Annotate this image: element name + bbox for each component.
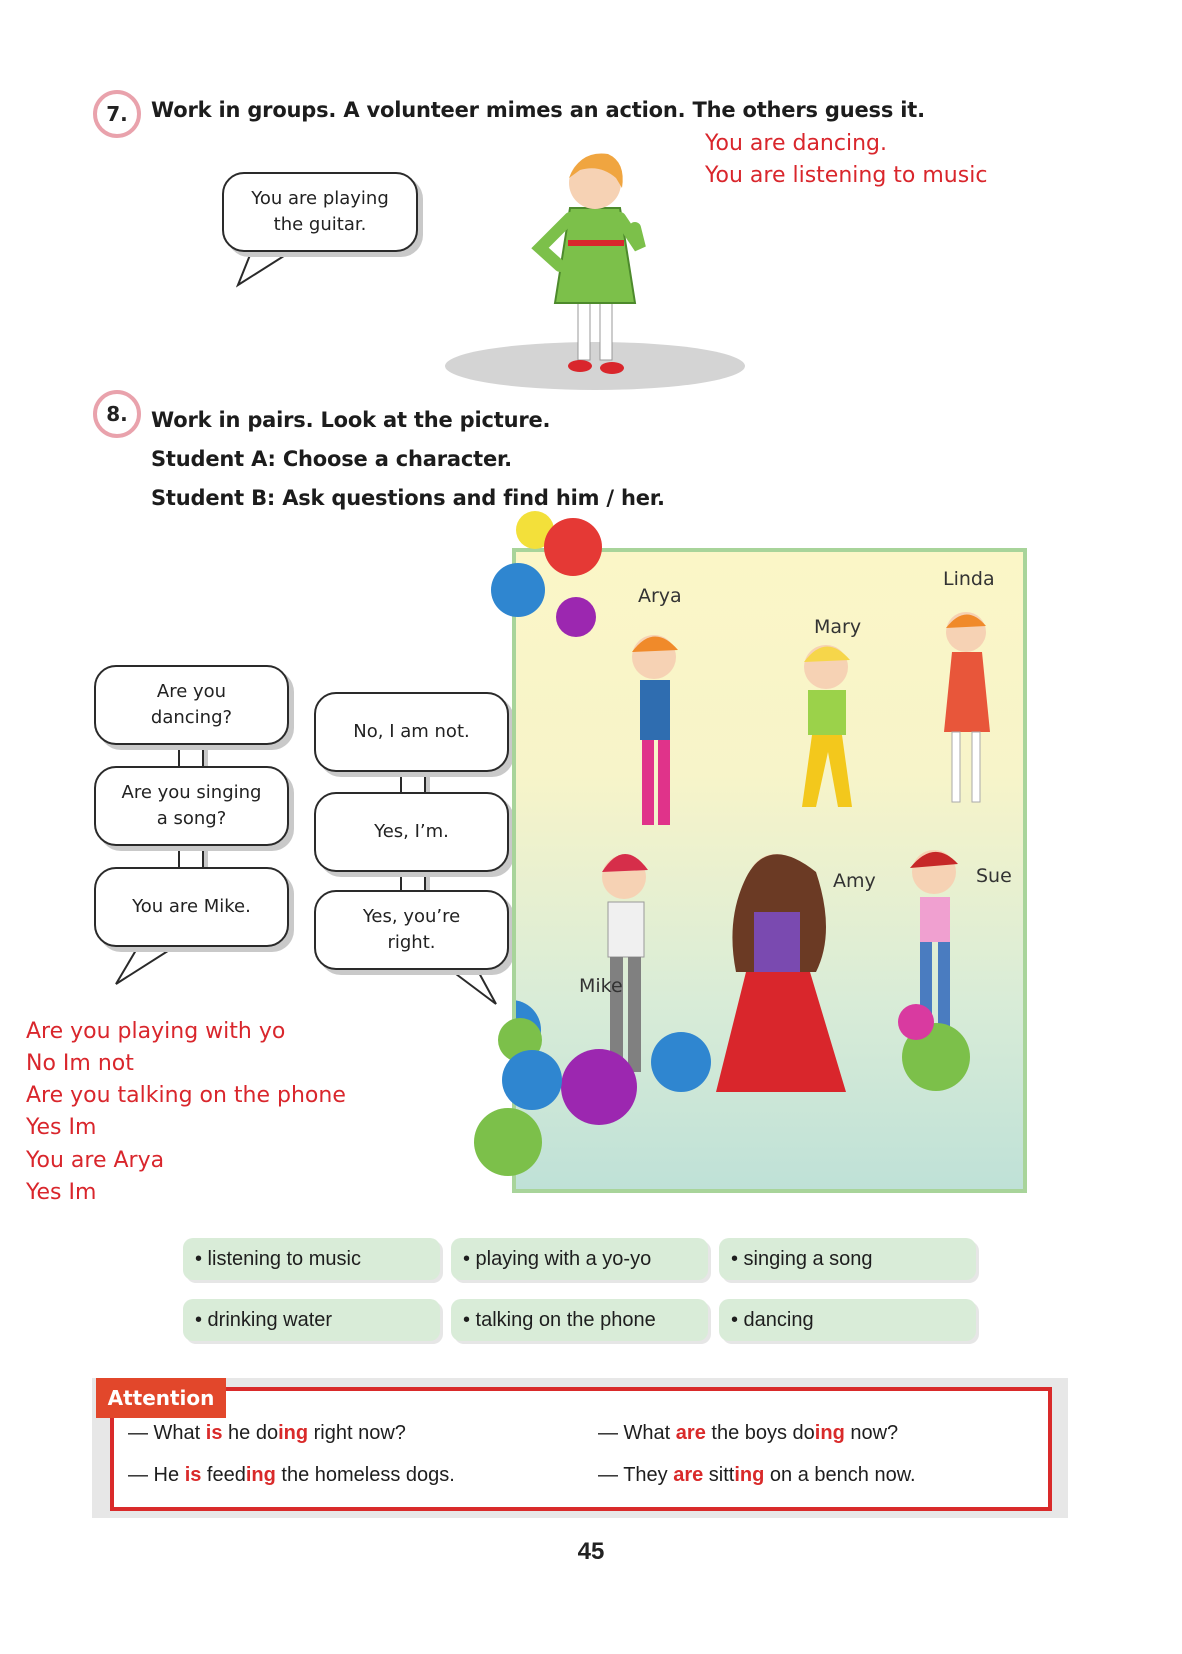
exercise-8-answer-4: Yes Im [26, 1115, 97, 1140]
phrase-singing-a-song: • singing a song [719, 1238, 976, 1280]
reply-bubble-yes: Yes, I’m. [314, 792, 509, 872]
attention-example [598, 1422, 898, 1445]
attention-text: he do [222, 1422, 279, 1444]
balloons-illustration [470, 1010, 570, 1190]
exercise-7-number: 7. [106, 102, 128, 126]
attention-example [128, 1464, 455, 1487]
party-scene-picture [512, 548, 1027, 1193]
exercise-8-answer-3: Are you talking on the phone [26, 1083, 346, 1108]
exercise-8-answer-1: Are you playing with yo [26, 1019, 286, 1044]
reply-bubble-right: Yes, you’re right. [314, 890, 509, 970]
exercise-8-instruction-3: Student B: Ask questions and find him / her. [151, 486, 665, 510]
exercise-7-badge [93, 90, 141, 138]
attention-text: — What [128, 1422, 206, 1444]
phrase-talking-on-phone: • talking on the phone [451, 1299, 708, 1341]
attention-text: — They [598, 1464, 674, 1486]
attention-text: sitt [703, 1464, 735, 1486]
question-bubble-mike: You are Mike. [94, 867, 289, 947]
attention-example [598, 1464, 916, 1487]
attention-highlight: is [205, 1422, 223, 1444]
speech-bubble-guitar: You are playing the guitar. [222, 172, 418, 252]
exercise-8-answer-5: You are Arya [26, 1148, 165, 1173]
character-label-mary: Mary [814, 616, 862, 638]
exercise-8-number: 8. [106, 402, 128, 426]
character-label-amy: Amy [833, 870, 876, 892]
attention-highlight: ing [734, 1464, 765, 1486]
page-number: 45 [577, 1538, 605, 1565]
attention-highlight: ing [278, 1422, 309, 1444]
exercise-8-instruction-1: Work in pairs. Look at the picture. [151, 408, 551, 432]
exercise-7-answer-2: You are listening to music [705, 163, 988, 188]
character-label-mike: Mike [579, 975, 623, 997]
character-label-sue: Sue [976, 865, 1012, 887]
speech-bubble-tail [112, 940, 192, 988]
phrase-drinking-water: • drinking water [183, 1299, 440, 1341]
exercise-8-badge [93, 390, 141, 438]
attention-highlight: is [184, 1464, 202, 1486]
character-label-arya: Arya [638, 585, 682, 607]
exercise-8-instruction-2: Student A: Choose a character. [151, 447, 512, 471]
attention-text: — What [598, 1422, 676, 1444]
character-label-linda: Linda [943, 568, 995, 590]
exercise-7-answer-1: You are dancing. [705, 131, 887, 156]
party-characters-illustration [516, 552, 1027, 1193]
attention-highlight: ing [245, 1464, 276, 1486]
attention-text: right now? [308, 1422, 406, 1444]
attention-highlight: are [673, 1464, 704, 1486]
attention-text: the boys do [705, 1422, 815, 1444]
attention-box [110, 1387, 1052, 1511]
attention-text: now? [844, 1422, 899, 1444]
reply-bubble-no: No, I am not. [314, 692, 509, 772]
phrase-playing-with-yo-yo: • playing with a yo-yo [451, 1238, 708, 1280]
exercise-7-instruction: Work in groups. A volunteer mimes an action. The others guess it. [151, 98, 925, 122]
girl-dancing-illustration [430, 148, 750, 398]
attention-text: on a bench now. [764, 1464, 916, 1486]
phrase-listening-to-music: • listening to music [183, 1238, 440, 1280]
exercise-8-answer-6: Yes Im [26, 1180, 97, 1205]
phrase-dancing: • dancing [719, 1299, 976, 1341]
attention-highlight: are [675, 1422, 706, 1444]
attention-example [128, 1422, 406, 1445]
question-bubble-singing: Are you singing a song? [94, 766, 289, 846]
attention-text: feed [201, 1464, 246, 1486]
attention-title: Attention [96, 1378, 226, 1418]
question-bubble-dancing: Are you dancing? [94, 665, 289, 745]
attention-text: the homeless dogs. [275, 1464, 455, 1486]
attention-highlight: ing [814, 1422, 845, 1444]
balloons-illustration [480, 510, 620, 640]
attention-text: — He [128, 1464, 185, 1486]
exercise-8-answer-2: No Im not [26, 1051, 134, 1076]
